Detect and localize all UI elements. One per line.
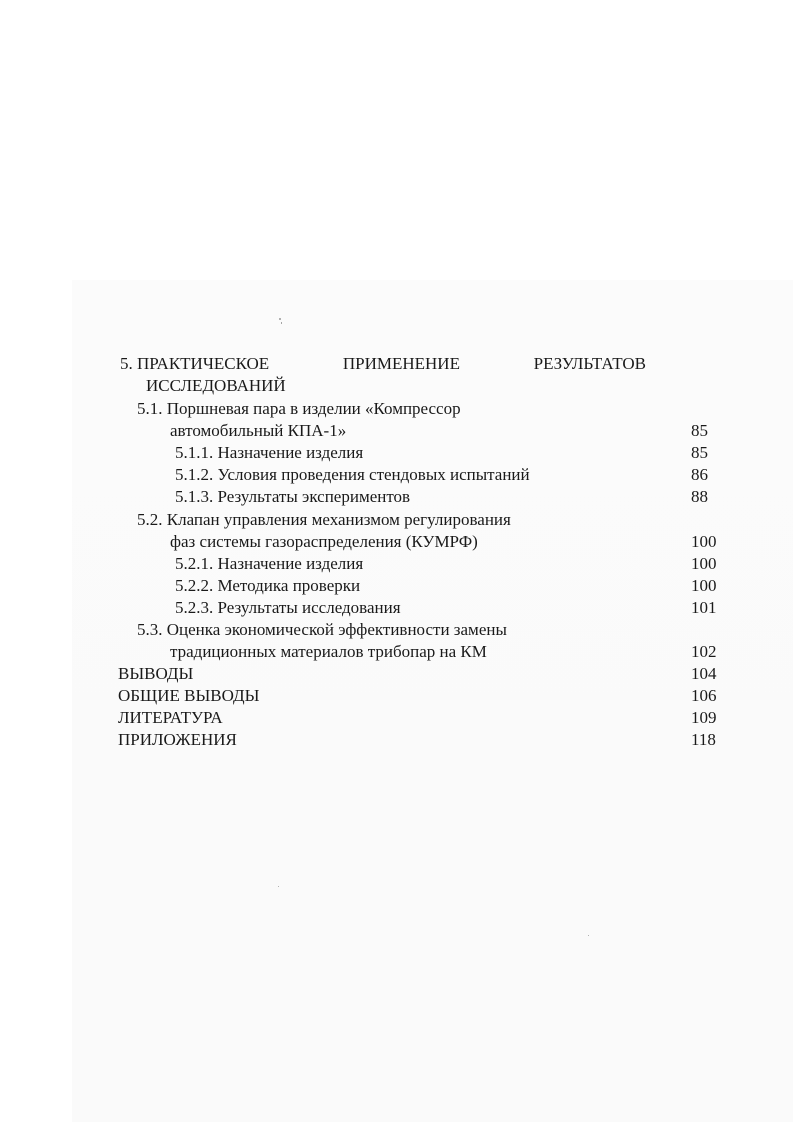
toc-entry-page: 118 [691,730,716,749]
scan-speck [588,935,589,936]
toc-entry-page: 109 [691,708,717,727]
toc-entry-text: 5.1.2. Условия проведения стендовых испытаний [175,465,530,484]
toc-entry-page: 100 [691,532,717,551]
toc-entry-text: 5.1.3. Результаты экспериментов [175,487,411,506]
scan-speck [279,318,281,320]
chapter-title-word: ПРИМЕНЕНИЕ [342,354,460,373]
toc-entry-text: ВЫВОДЫ [118,664,194,683]
toc-entry-page: 86 [691,465,708,484]
toc-entry-text: фаз системы газораспределения (КУМРФ) [170,532,478,551]
chapter-title-word: ПРАКТИЧЕСКОЕ [137,354,270,373]
toc-entry-text: 5.2. Клапан управления механизмом регулирования [137,510,511,529]
toc-entry-text: 5.1.1. Назначение изделия [175,443,364,462]
toc-entry-text: 5.2.1. Назначение изделия [175,554,364,573]
toc-entry-page: 106 [691,686,717,705]
toc-entry-page: 100 [691,576,717,595]
chapter-title-word: РЕЗУЛЬТАТОВ [533,354,646,373]
chapter-number: 5. [120,354,133,373]
toc-entry-page: 100 [691,554,717,573]
toc-entry-text: 5.2.2. Методика проверки [175,576,361,595]
scan-speck [278,886,279,887]
toc-entry-page: 104 [691,664,717,683]
toc-entry-text: ЛИТЕРАТУРА [118,708,223,727]
toc-entry-text: 5.1. Поршневая пара в изделии «Компрессор [137,399,461,418]
toc-entry-page: 102 [691,642,717,661]
toc-entry-text: традиционных материалов трибопар на КМ [170,642,487,661]
scan-speck [281,322,282,324]
toc-entry-text: ПРИЛОЖЕНИЯ [118,730,237,749]
toc-entry-page: 85 [691,443,708,462]
toc-entry-text: 5.2.3. Результаты исследования [175,598,401,617]
chapter-heading [120,354,646,374]
toc-entry-page: 85 [691,421,708,440]
toc-entry-text: автомобильный КПА-1» [170,421,347,440]
toc-entry-page: 101 [691,598,717,617]
toc-entry-text: ОБЩИЕ ВЫВОДЫ [118,686,260,705]
chapter-title-line2: ИССЛЕДОВАНИЙ [146,376,286,395]
toc-entry-text: 5.3. Оценка экономической эффективности замены [137,620,507,639]
toc-entry-page: 88 [691,487,708,506]
